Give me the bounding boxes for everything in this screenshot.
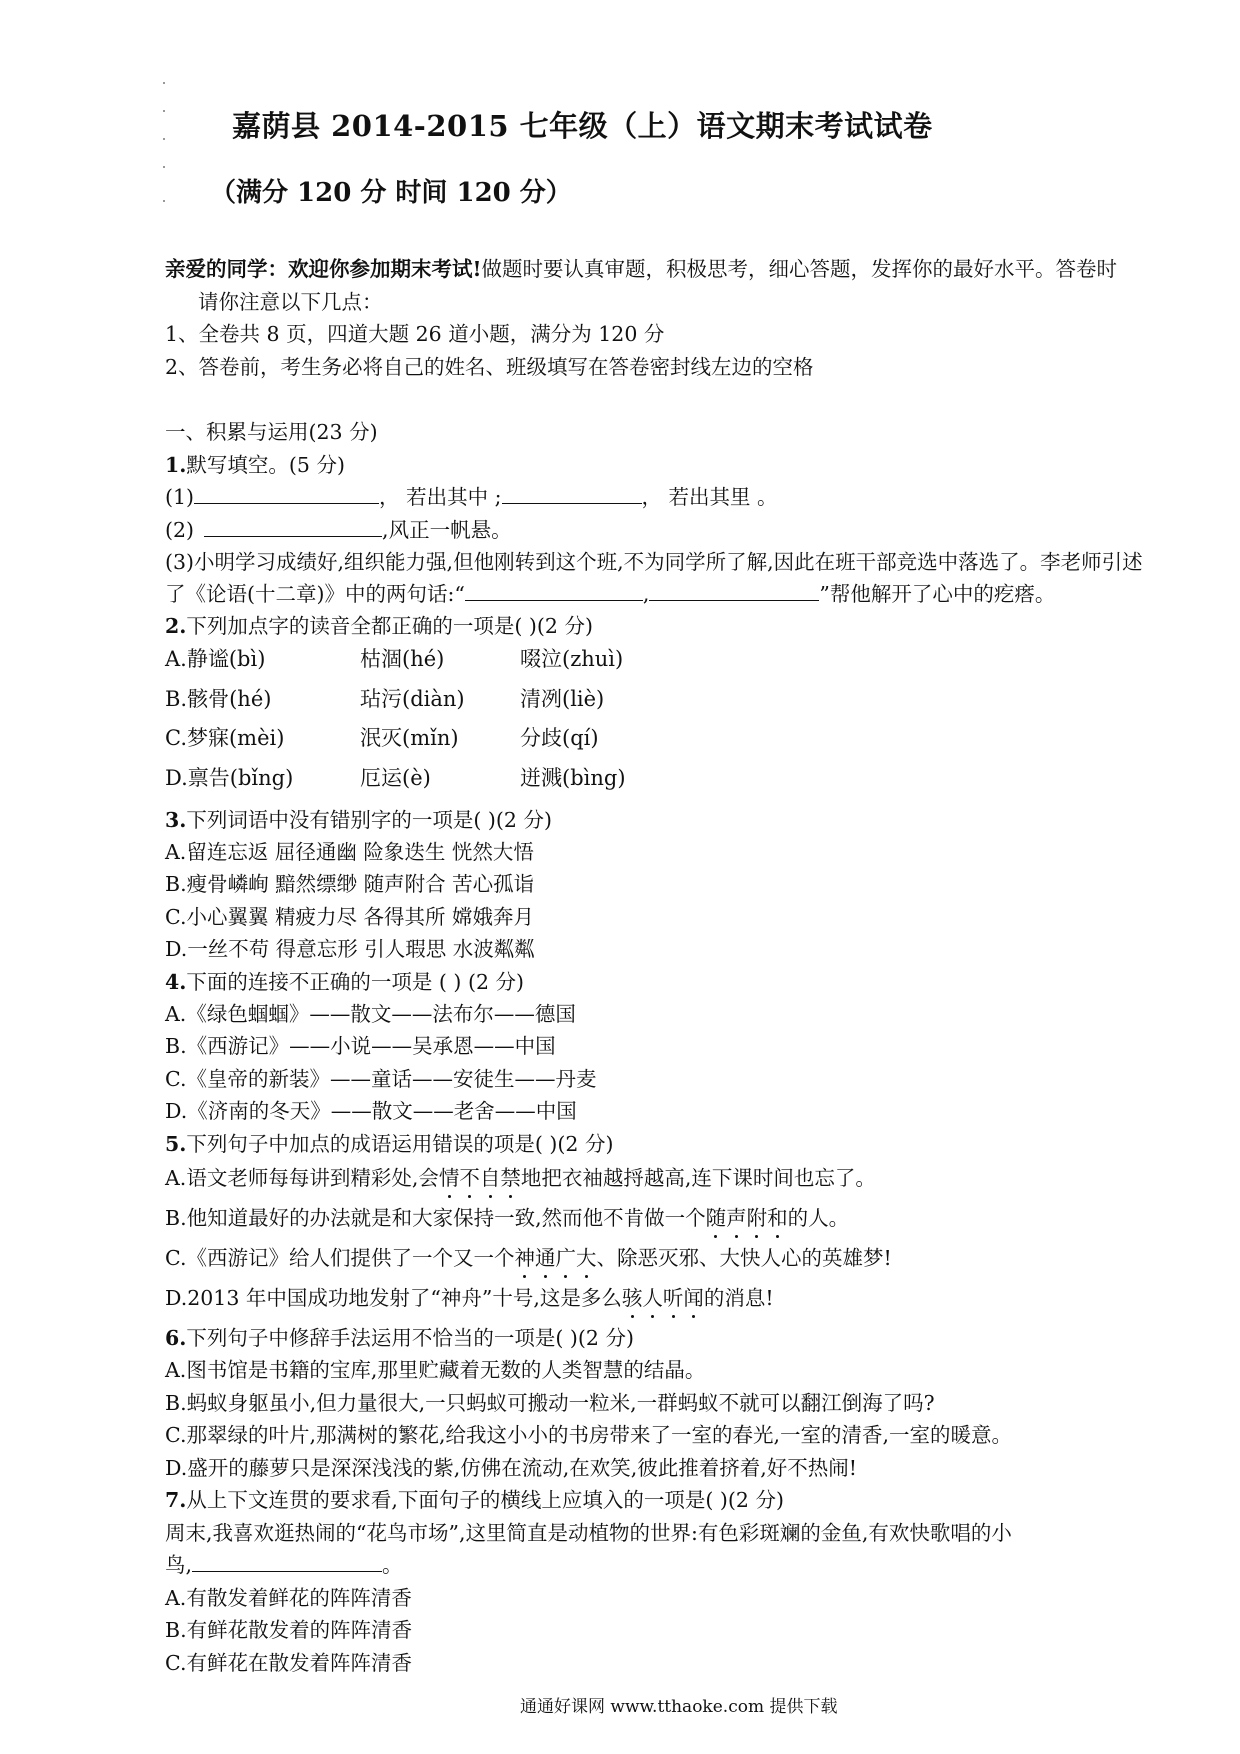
option-cell: A.静谧(bì) [165, 647, 266, 671]
emphasis-char: 随 [705, 1206, 727, 1230]
option-line: B.蚂蚁身躯虽小,但力量很大,一只蚂蚁可搬动一粒米,一群蚂蚁不就可以翻江倒海了吗? [165, 1391, 935, 1415]
question-number: 5. [165, 1132, 187, 1156]
part-label: (2) [165, 518, 195, 542]
exam-subtitle: （满分 120 分 时间 120 分） [210, 178, 572, 208]
question-1-part-3: (3)小明学习成绩好,组织能力强,但他刚转到这个班,不为同学所了解,因此在班干部竞选中落选了。李老师引述 [165, 550, 1143, 574]
answer-blank[interactable] [502, 483, 642, 504]
emphasis-char: 声 [726, 1206, 747, 1230]
option-cell: B.骸骨(hé) [165, 687, 272, 711]
question-3-stem [165, 806, 552, 834]
emphasis-char: 神 [514, 1246, 535, 1270]
option-line: A.留连忘返 屈径通幽 险象迭生 恍然大悟 [165, 840, 534, 864]
question-number: 4. [165, 970, 187, 994]
option-line: D.《济南的冬天》——散文——老舍——中国 [165, 1099, 577, 1123]
option-cell: 枯涸(hé) [360, 647, 445, 671]
question-6-stem [165, 1324, 634, 1352]
question-number: 7. [165, 1488, 187, 1512]
emphasis-char: 不 [459, 1166, 480, 1190]
option-cell: 迸溅(bìng) [520, 766, 626, 790]
option-line: C.有鲜花在散发着阵阵清香 [165, 1651, 412, 1675]
option-text: 的消息! [703, 1286, 774, 1310]
option-line: C.那翠绿的叶片,那满树的繁花,给我这小小的书房带来了一室的春光,一室的清香,一室的暖意。 [165, 1423, 1013, 1447]
option-cell: 啜泣(zhuì) [520, 647, 624, 671]
option-cell: 分歧(qí) [520, 726, 599, 750]
answer-blank[interactable] [204, 516, 382, 537]
emphasis-char: 情 [438, 1166, 460, 1190]
intro-line-2: 请你注意以下几点： [198, 290, 383, 314]
question-stem: 下列加点字的读音全都正确的一项是( )(2 分) [186, 614, 593, 638]
margin-mark [163, 200, 165, 202]
question-7-passage: 周末,我喜欢逛热闹的“花鸟市场”,这里简直是动植物的世界:有色彩斑斓的金鱼,有欢快歌唱的小 [165, 1521, 1012, 1545]
emphasis-char: 听 [662, 1286, 684, 1310]
option-line: B.瘦骨嶙峋 黯然缥缈 随声附合 苦心孤诣 [165, 872, 535, 896]
option-text: A.语文老师每每讲到精彩处,会 [165, 1166, 439, 1190]
emphasis-char: 附 [746, 1206, 768, 1230]
margin-mark [163, 138, 165, 140]
option-cell: 厄运(è) [360, 766, 431, 790]
option-line [165, 1204, 849, 1232]
option-cell: D.禀告(bǐng) [165, 766, 294, 790]
question-number: 1. [165, 453, 187, 477]
exam-title: 嘉荫县 2014-2015 七年级（上）语文期末考试试卷 [232, 109, 933, 143]
option-line [165, 1284, 774, 1312]
emphasis-char: 闻 [683, 1286, 704, 1310]
margin-mark [163, 166, 165, 168]
question-7-stem [165, 1486, 784, 1514]
emphasis-char: 和 [767, 1206, 788, 1230]
option-text: D.2013 年中国成功地发射了“神舟”十号,这是多么 [165, 1286, 622, 1310]
question-5-stem [165, 1130, 613, 1158]
option-line: A.有散发着鲜花的阵阵清香 [165, 1586, 412, 1610]
option-line: A.图书馆是书籍的宝库,那里贮藏着无数的人类智慧的结晶。 [165, 1358, 706, 1382]
option-line: C.小心翼翼 精疲力尽 各得其所 嫦娥奔月 [165, 905, 535, 929]
dotted-idiom [706, 1206, 788, 1230]
section-heading: 一、积累与运用(23 分) [165, 420, 378, 444]
part-text: , [642, 582, 650, 606]
passage-text: 。 [382, 1553, 403, 1577]
dotted-idiom [439, 1166, 521, 1190]
question-1-part-2 [165, 516, 512, 544]
option-text: 、除恶灭邪、大快人心的英雄梦! [596, 1246, 892, 1270]
dotted-idiom [514, 1246, 596, 1270]
part-label: (1) [165, 485, 195, 509]
option-line: C.《皇帝的新装》——童话——安徒生——丹麦 [165, 1067, 597, 1091]
margin-mark [163, 82, 165, 84]
option-cell: 泯灭(mǐn) [360, 726, 459, 750]
emphasis-char: 通 [534, 1246, 556, 1270]
intro-greeting: 亲爱的同学：欢迎你参加期末考试! [165, 257, 482, 281]
option-line: D.一丝不苟 得意忘形 引人瑕思 水波粼粼 [165, 937, 535, 961]
page-footer: 通通好课网 www.tthaoke.com 提供下载 [520, 1697, 838, 1717]
margin-mark [163, 110, 165, 112]
question-stem: 默写填空。(5 分) [186, 453, 345, 477]
option-text: B.他知道最好的办法就是和大家保持一致,然而他不肯做一个 [165, 1206, 706, 1230]
question-stem: 下列词语中没有错别字的一项是( )(2 分) [186, 808, 552, 832]
answer-blank[interactable] [194, 483, 379, 504]
option-cell: C.梦寐(mèi) [165, 726, 285, 750]
answer-blank[interactable] [649, 580, 819, 601]
question-7-passage-cont [165, 1551, 403, 1579]
option-text: C.《西游记》给人们提供了一个又一个 [165, 1246, 515, 1270]
question-stem: 下列句子中修辞手法运用不恰当的一项是( )(2 分) [186, 1326, 634, 1350]
question-stem: 下列句子中加点的成语运用错误的项是( )(2 分) [186, 1132, 614, 1156]
question-2-stem [165, 612, 593, 640]
intro-note-1: 1、全卷共 8 页，四道大题 26 道小题，满分为 120 分 [165, 322, 665, 346]
intro-line-1 [165, 255, 1117, 283]
emphasis-char: 广 [555, 1246, 576, 1270]
question-1-stem [165, 451, 345, 479]
question-4-stem [165, 968, 524, 996]
emphasis-char: 大 [575, 1246, 597, 1270]
option-line [165, 1244, 892, 1272]
option-cell: 清冽(liè) [520, 687, 605, 711]
part-text: ， 若出其里 。 [641, 485, 778, 509]
emphasis-char: 自 [479, 1166, 501, 1190]
part-text: ,风正一帆悬。 [382, 518, 512, 542]
question-1-part-3-cont [165, 580, 1055, 608]
intro-text: 做题时要认真审题，积极思考，细心答题，发挥你的最好水平。答卷时 [481, 257, 1117, 281]
answer-blank[interactable] [465, 580, 643, 601]
question-1-part-1 [165, 483, 778, 511]
option-line: A.《绿色蝈蝈》——散文——法布尔——德国 [165, 1002, 576, 1026]
option-line: B.《西游记》——小说——吴承恩——中国 [165, 1034, 556, 1058]
emphasis-char: 人 [642, 1286, 663, 1310]
question-stem: 从上下文连贯的要求看,下面句子的横线上应填入的一项是( )(2 分) [186, 1488, 784, 1512]
option-cell: 玷污(diàn) [360, 687, 465, 711]
question-stem: 下面的连接不正确的一项是 ( ) (2 分) [186, 970, 525, 994]
emphasis-char: 禁 [500, 1166, 521, 1190]
dotted-idiom [622, 1286, 704, 1310]
part-text: 了《论语(十二章)》中的两句话:“ [165, 582, 465, 606]
option-line: D.盛开的藤萝只是深深浅浅的紫,仿佛在流动,在欢笑,彼此推着挤着,好不热闹! [165, 1456, 858, 1480]
part-text: ， 若出其中 ; [379, 485, 502, 509]
answer-blank[interactable] [192, 1551, 382, 1572]
emphasis-char: 骇 [621, 1286, 643, 1310]
part-text: ”帮他解开了心中的疙瘩。 [819, 582, 1056, 606]
option-text: 的人。 [787, 1206, 850, 1230]
option-line [165, 1164, 876, 1192]
question-number: 2. [165, 614, 187, 638]
option-text: 地把衣袖越捋越高,连下课时间也忘了。 [520, 1166, 876, 1190]
passage-text: 鸟, [165, 1553, 193, 1577]
question-number: 6. [165, 1326, 187, 1350]
question-number: 3. [165, 808, 187, 832]
option-line: B.有鲜花散发着的阵阵清香 [165, 1618, 413, 1642]
intro-note-2: 2、答卷前，考生务必将自己的姓名、班级填写在答卷密封线左边的空格 [165, 355, 814, 379]
